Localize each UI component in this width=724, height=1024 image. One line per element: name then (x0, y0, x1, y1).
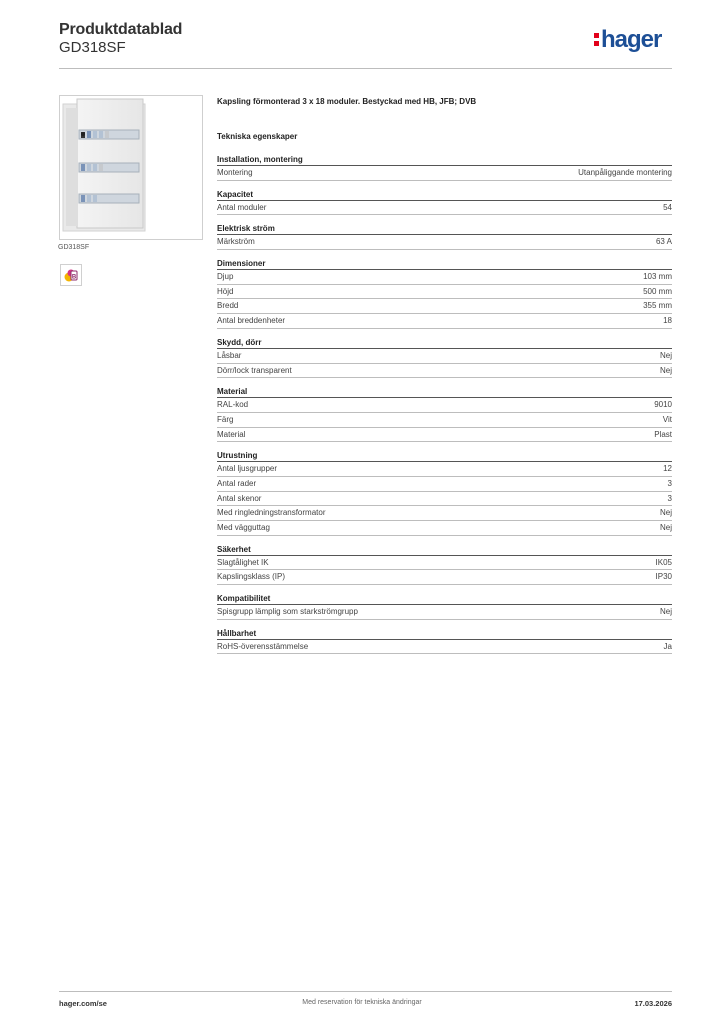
spec-label: Antal rader (217, 478, 257, 488)
spec-group-title: Skydd, dörr (217, 338, 672, 349)
group-spacer (217, 181, 672, 190)
spec-label: Låsbar (217, 350, 242, 360)
spec-value: 103 mm (643, 272, 672, 282)
spec-group (217, 387, 672, 442)
spec-label: RoHS-överensstämmelse (217, 641, 309, 651)
spec-row (217, 462, 672, 477)
group-spacer (217, 250, 672, 259)
spec-group (217, 155, 672, 181)
spec-label: Slagtålighet IK (217, 557, 269, 567)
spec-label: Med ringledningstransformator (217, 508, 326, 518)
spec-label: Med vägguttag (217, 523, 270, 532)
spec-value: 355 mm (643, 301, 672, 311)
spec-value: 3 (667, 478, 672, 488)
spec-value: 12 (663, 464, 672, 474)
document-title: Produktdatablad (59, 21, 183, 38)
spec-label: Märkström (217, 237, 255, 247)
spec-row (217, 285, 672, 300)
group-spacer (217, 378, 672, 387)
spec-row (217, 413, 672, 428)
spec-group (217, 629, 672, 655)
spec-row (217, 364, 672, 379)
spec-group-title: Kompatibilitet (217, 594, 672, 605)
group-spacer (217, 442, 672, 451)
spec-row (217, 570, 672, 585)
spec-value: Ja (663, 641, 672, 651)
spec-group (217, 545, 672, 585)
spec-row (217, 349, 672, 364)
spec-row (217, 166, 672, 181)
spec-value: Utanpåliggande montering (578, 168, 672, 177)
group-spacer (217, 215, 672, 224)
spec-value: 18 (663, 316, 672, 326)
spec-label: Höjd (217, 286, 234, 296)
spec-label: Bredd (217, 301, 239, 311)
spec-label: Dörr/lock transparent (217, 365, 292, 375)
spec-value: 9010 (654, 400, 672, 410)
spec-row (217, 299, 672, 314)
spec-row (217, 398, 672, 413)
spec-label: Antal moduler (217, 202, 267, 212)
spec-group-title: Installation, montering (217, 155, 672, 166)
product-description: Kapsling förmonterad 3 x 18 moduler. Bestyckad med HB, JFB; DVB (217, 97, 477, 106)
spec-value: Vit (662, 414, 672, 424)
spec-row (217, 605, 672, 620)
spec-label: Material (217, 429, 246, 439)
spec-value: Nej (659, 365, 672, 375)
footer-notice: Med reservation för tekniska ändringar (302, 999, 422, 1006)
spec-label: RAL-kod (217, 400, 249, 410)
brand-logo (594, 28, 661, 52)
spec-value: 63 A (655, 237, 672, 247)
spec-row (217, 506, 672, 521)
spec-label: Djup (217, 272, 234, 282)
spec-group-title: Dimensioner (217, 259, 672, 270)
group-spacer (217, 585, 672, 594)
logo-dots-icon (594, 31, 599, 46)
spec-value: IP30 (655, 572, 672, 582)
main-content (217, 97, 672, 654)
spec-row (217, 428, 672, 443)
eco-label-icon (60, 264, 82, 286)
spec-group (217, 594, 672, 620)
spec-value: Plast (654, 429, 672, 439)
svg-text:B: B (71, 274, 77, 281)
enclosure-illustration (60, 96, 202, 239)
group-spacer (217, 620, 672, 629)
spec-group-title: Utrustning (217, 451, 672, 462)
spec-row (217, 201, 672, 216)
spec-group-title: Kapacitet (217, 190, 672, 201)
eco-badge-graphic (63, 267, 79, 283)
header-divider (59, 68, 672, 69)
spec-group (217, 224, 672, 250)
spec-label: Kapslingsklass (IP) (217, 572, 286, 582)
spec-value: IK05 (655, 557, 672, 567)
spec-row (217, 314, 672, 329)
spec-row (217, 235, 672, 250)
brand-name: hager (601, 26, 662, 53)
spec-row (217, 556, 672, 571)
spec-row (217, 477, 672, 492)
spec-row (217, 270, 672, 285)
spec-label: Montering (217, 168, 253, 177)
spec-value: 54 (663, 202, 672, 212)
spec-group (217, 190, 672, 216)
footer-divider (59, 991, 672, 992)
spec-group (217, 338, 672, 378)
footer-date: 17.03.2026 (634, 999, 672, 1008)
group-spacer (217, 536, 672, 545)
spec-group-title: Hållbarhet (217, 629, 672, 640)
spec-value: Nej (659, 523, 672, 532)
group-spacer (217, 329, 672, 338)
footer-website-link[interactable]: hager.com/se (59, 999, 107, 1008)
spec-value: 3 (667, 493, 672, 503)
spec-value: Nej (659, 508, 672, 518)
product-image-caption: GD318SF (58, 244, 90, 251)
spec-label: Antal skenor (217, 493, 262, 503)
spec-row (217, 492, 672, 507)
spec-label: Färg (217, 414, 234, 424)
spec-group-title: Säkerhet (217, 545, 672, 556)
spec-label: Spisgrupp lämplig som starkströmgrupp (217, 607, 358, 617)
spec-group-title: Material (217, 387, 672, 398)
spec-group-title: Elektrisk ström (217, 224, 672, 235)
spec-group (217, 259, 672, 329)
spec-label: Antal ljusgrupper (217, 464, 278, 474)
specs-heading: Tekniska egenskaper (217, 132, 298, 141)
spec-row (217, 521, 672, 536)
spec-value: Nej (659, 350, 672, 360)
spec-value: Nej (659, 607, 672, 617)
spec-value: 500 mm (643, 286, 672, 296)
spec-label: Antal breddenheter (217, 316, 286, 326)
spec-row (217, 640, 672, 655)
spec-groups (217, 155, 672, 654)
product-code: GD318SF (59, 39, 126, 56)
spec-group (217, 451, 672, 535)
product-image (59, 95, 203, 240)
